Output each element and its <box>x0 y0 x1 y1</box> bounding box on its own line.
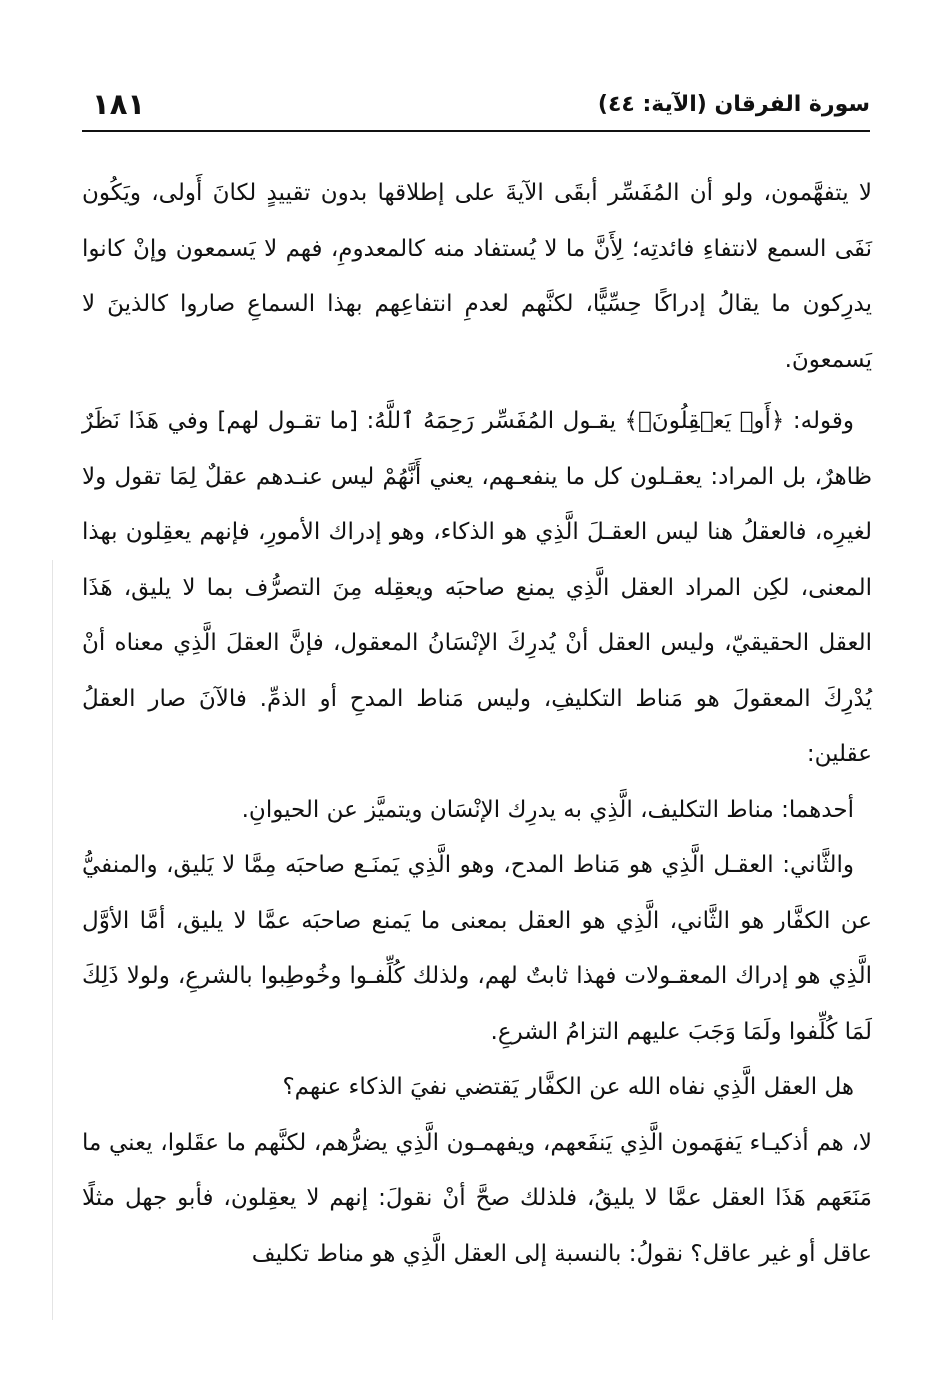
page-number: ١٨١ <box>92 87 146 121</box>
header-rule <box>82 130 870 132</box>
paragraph-6: لا، هم أذكيـاء يَفهَمون الَّذِي يَنفَعهم، ويفهمـون الَّذِي يضرُّهم، لكنَّهم ما عقَلوا، يعني ما مَنَعَهم هَذَا العقل عمَّا لا يليقُ، فلذلك صحَّ أنْ نقولَ: إنهم لا يعقِلون، فأبو جهل مثلًا عاقل أو غير عاقل؟ نقولُ: بالنسبة إلى العقل الَّذِي هو مناط تكليف <box>82 1129 872 1267</box>
page-header <box>82 82 870 132</box>
body-text <box>82 166 872 1282</box>
paragraph-1: لا يتفهَّمون، ولو أن المُفَسِّر أبقَى الآيةَ على إطلاقها بدون تقييدٍ لكانَ أَولى، ويَكُون نَفَى السمع لانتفاءِ فائدتِه؛ لِأَنَّ ما لا يُستفاد منه كالمعدومِ، فهم لا يَسمعون وإنْ كانوا يدرِكون ما يقالُ إدراكًا حِسِّيًّا، لكنَّهم لعدمِ انتفاعِهم بهذا السماعِ صاروا كالذينَ لا يَسمعونَ. <box>82 180 872 373</box>
scan-margin-line <box>52 560 53 1320</box>
paragraph-3: أحدهما: مناط التكليف، الَّذِي به يدرِك الإنْسَان ويتميَّز عن الحيوانِ. <box>241 796 854 823</box>
paragraph-5: هل العقل الَّذِي نفاه الله عن الكفَّار يَقتضي نفيَ الذكاء عنهم؟ <box>282 1074 854 1100</box>
running-title: سورة الفرقان (الآية: ٤٤) <box>597 92 870 117</box>
paragraph-2: وقوله: ﴿أَوۡ يَعۡقِلُونَۚ﴾ يقـول المُفَسِّر رَحِمَهُ ٱللَّهُ: [ما تقـول لهم] وفي هَذَا نَظَرٌ ظاهرٌ، بل المراد: يعقـلون كل ما ينفعـهم، يعني أَنَّهُمْ ليس عنـدهم عقلٌ لِمَا تقول ولا لغيرِه، فالعقلُ هنا ليس العقـلَ الَّذِي هو الذكاء، وهو إدراك الأمورِ، فإنهم يعقِلون بهذا المعنى، لكِن المراد العقل الَّذِي يمنع صاحبَه ويعقِله مِنَ التصرُّف بما لا يليق، هَذَا العقل الحقيقيّ، وليس العقل أنْ يُدرِكَ الإنْسَانُ المعقول، فإنَّ العقلَ الَّذِي معناه أنْ يُدْرِكَ المعقولَ هو مَناط التكليفِ، وليس مَناط المدحِ أو الذمِّ. فالآنَ صار العقلُ عقلين: <box>82 408 872 767</box>
paragraph-4: والثَّاني: العقـل الَّذِي هو مَناط المدح، وهو الَّذِي يَمنَـع صاحبَه مِمَّا لا يَليق، والمنفيُّ عن الكفَّار هو الثَّاني، الَّذِي هو العقل بمعنى ما يَمنع صاحبَه عمَّا لا يليق، أمَّا الأوَّل الَّذِي هو إدراك المعقـولات فهذا ثابتٌ لهم، ولذلك كُلِّفـوا وخُوطِبوا بالشرعِ، ولولا ذَلِكَ لَمَا كُلِّفوا ولَمَا وَجَبَ عليهم التزامُ الشرعِ. <box>82 852 872 1045</box>
